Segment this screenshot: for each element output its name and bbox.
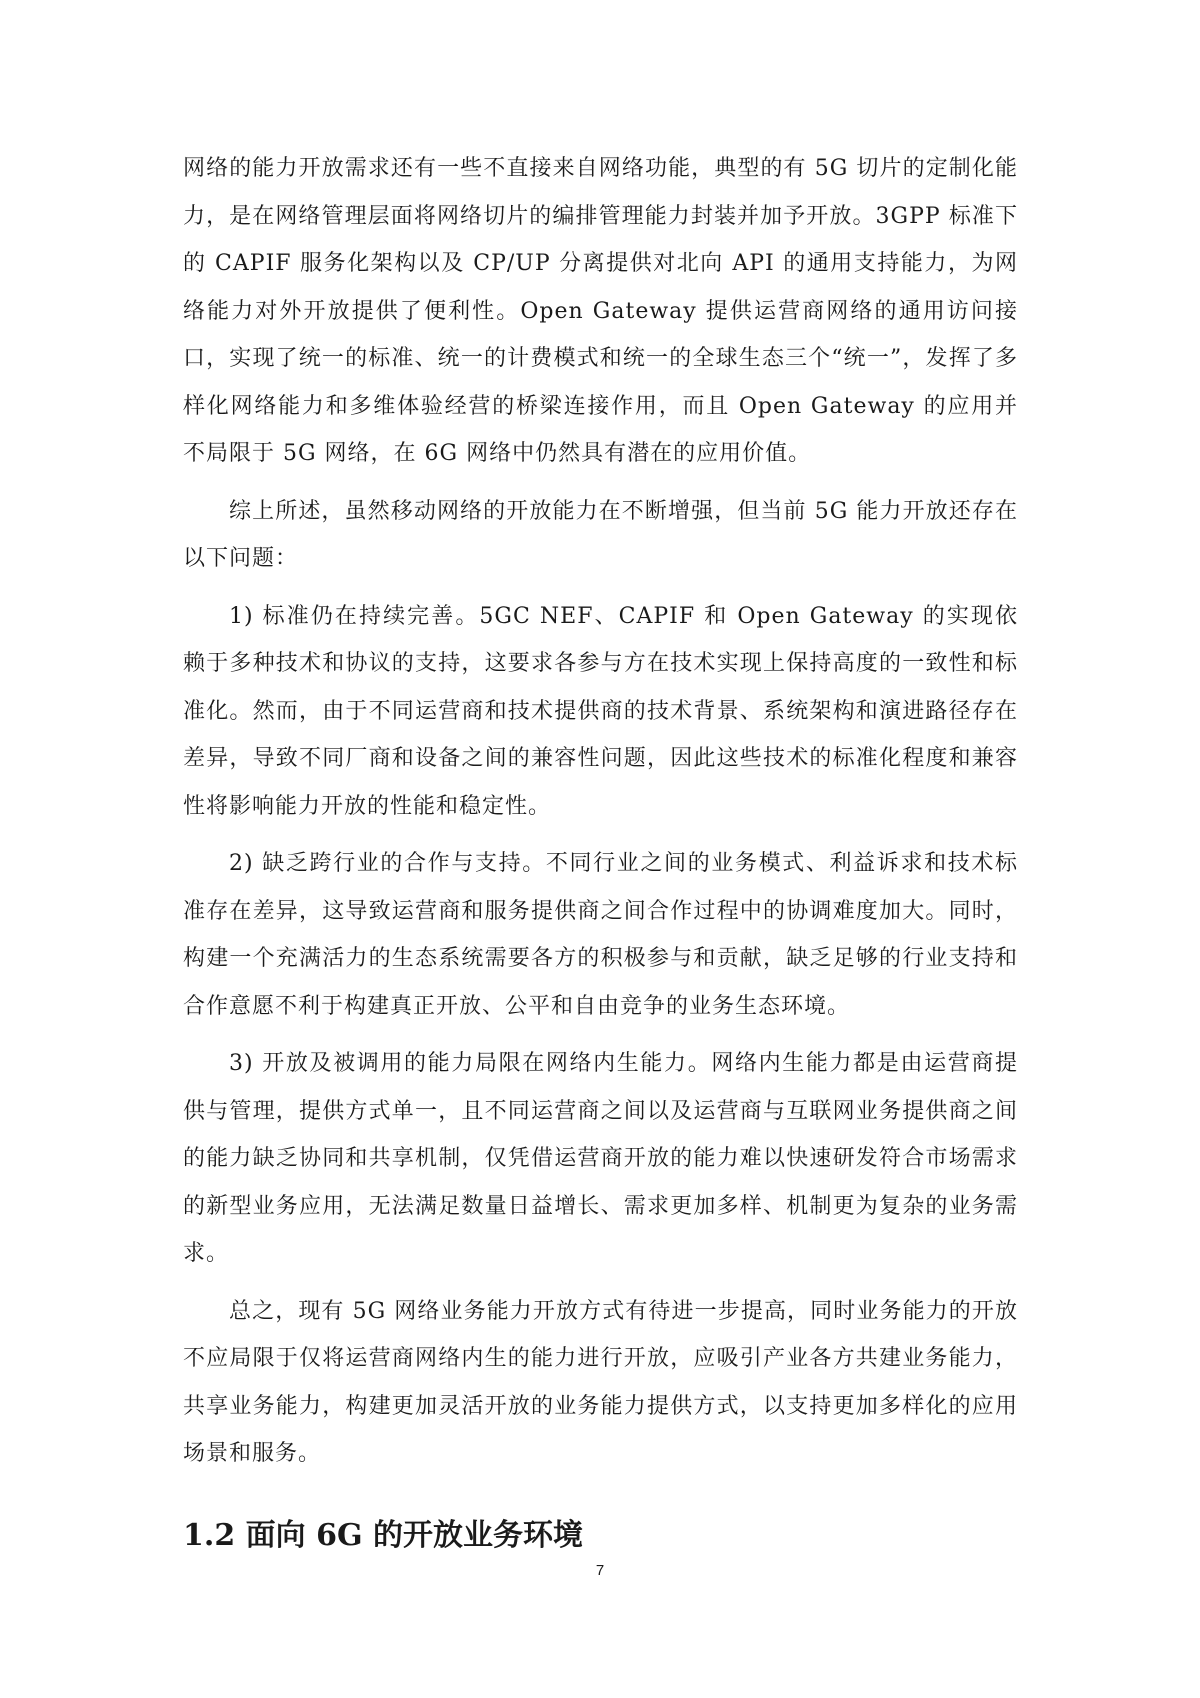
page-number: 7: [595, 1562, 605, 1579]
paragraph-summary: 综上所述，虽然移动网络的开放能力在不断增强，但当前 5G 能力开放还存在以下问题：: [183, 498, 1018, 571]
section-heading: 1.2 面向 6G 的开放业务环境: [183, 1518, 584, 1553]
paragraph-conclusion: 总之，现有 5G 网络业务能力开放方式有待进一步提高，同时业务能力的开放不应局限于仅将运营商网络内生的能力进行开放，应吸引产业各方共建业务能力，共享业务能力，构建更加灵活开放的业务能力提供方式，以支持更加多样化的应用场景和服务。: [183, 1298, 1018, 1466]
paragraph-issue-standards: 1) 标准仍在持续完善。5GC NEF、CAPIF 和 Open Gateway 的实现依赖于多种技术和协议的支持，这要求各参与方在技术实现上保持高度的一致性和标准化。然而，由于不同运营商和技术提供商的技术背景、系统架构和演进路径存在差异，导致不同厂商和设备之间的兼容性问题，因此这些技术的标准化程度和兼容性将影响能力开放的性能和稳定性。: [183, 603, 1018, 819]
paragraph-network-capability: 网络的能力开放需求还有一些不直接来自网络功能，典型的有 5G 切片的定制化能力，是在网络管理层面将网络切片的编排管理能力封装并加予开放。3GPP 标准下的 CAPIF 服务化架构以及 CP/UP 分离提供对北向 API 的通用支持能力，为网络能力对外开放提供了便利性。Open Gateway 提供运营商网络的通用访问接口，实现了统一的标准、统一的计费模式和统一的全球生态三个“统一”，发挥了多样化网络能力和多维体验经营的桥梁连接作用，而且 Open Gateway 的应用并不局限于 5G 网络，在 6G 网络中仍然具有潜在的应用价值。: [183, 156, 1018, 466]
paragraph-issue-cooperation: 2) 缺乏跨行业的合作与支持。不同行业之间的业务模式、利益诉求和技术标准存在差异，这导致运营商和服务提供商之间合作过程中的协调难度加大。同时，构建一个充满活力的生态系统需要各方的积极参与和贡献，缺乏足够的行业支持和合作意愿不利于构建真正开放、公平和自由竞争的业务生态环境。: [183, 851, 1018, 1019]
body-text: [183, 145, 1018, 1478]
paragraph-issue-endogenous: 3) 开放及被调用的能力局限在网络内生能力。网络内生能力都是由运营商提供与管理，提供方式单一，且不同运营商之间以及运营商与互联网业务提供商之间的能力缺乏协同和共享机制，仅凭借运营商开放的能力难以快速研发符合市场需求的新型业务应用，无法满足数量日益增长、需求更加多样、机制更为复杂的业务需求。: [183, 1051, 1018, 1266]
